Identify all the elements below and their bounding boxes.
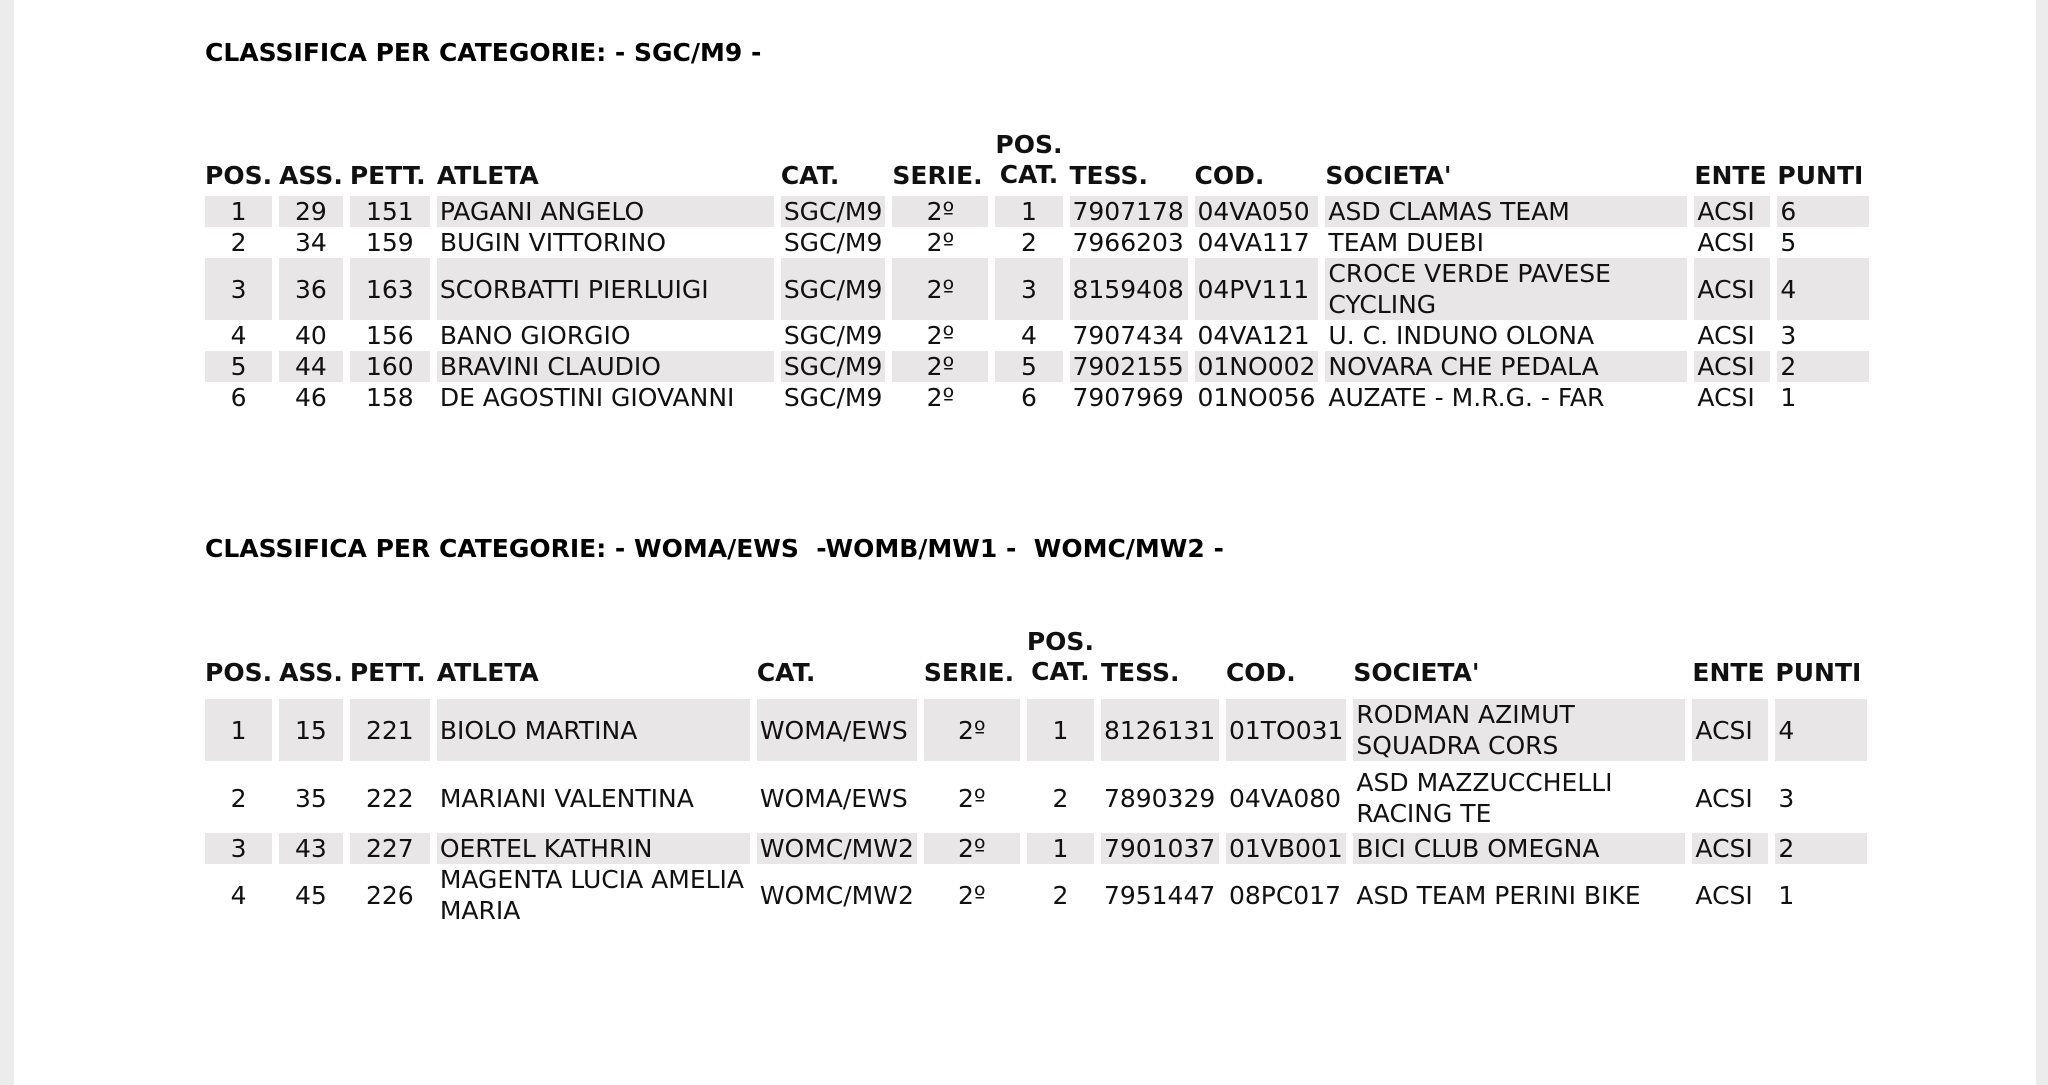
header-punti: PUNTI <box>1777 161 1864 190</box>
cell-pett: 158 <box>365 383 414 412</box>
cell-ente: ACSI <box>1692 699 1768 761</box>
header-pett: PETT. <box>349 658 426 687</box>
table-row <box>205 833 1867 864</box>
cell-tess: 7951447 <box>1103 880 1216 910</box>
cell-serie: 2º <box>892 258 988 320</box>
cell-societa: AUZATE - M.R.G. - FAR <box>1328 383 1605 412</box>
cell-tess: 7901037 <box>1101 833 1219 864</box>
cell-tess: 7907969 <box>1072 383 1184 412</box>
cell-atleta: BRAVINI CLAUDIO <box>437 351 774 382</box>
cell-tess: 7907178 <box>1070 196 1188 227</box>
document-page <box>14 0 2036 1085</box>
cell-pett: 160 <box>350 351 430 382</box>
cell-atleta: SCORBATTI PIERLUIGI <box>437 258 774 320</box>
cell-ass: 34 <box>295 228 327 257</box>
cell-atleta: OERTEL KATHRIN <box>437 833 750 864</box>
cell-serie: 2º <box>924 833 1020 864</box>
header-tess: TESS. <box>1100 658 1180 687</box>
cell-punti: 4 <box>1775 699 1867 761</box>
table-row <box>205 767 1867 829</box>
table-row <box>205 196 1869 227</box>
cell-serie: 2º <box>924 699 1020 761</box>
table-header-row <box>205 130 1869 190</box>
cell-pett: 226 <box>365 880 414 910</box>
cell-societa: CROCE VERDE PAVESE CYCLING <box>1325 258 1687 320</box>
cell-ente: ACSI <box>1695 783 1753 813</box>
cell-pos-cat: 2 <box>1052 783 1069 813</box>
cell-atleta: BANO GIORGIO <box>439 321 631 350</box>
header-serie: SERIE. <box>923 658 1015 687</box>
cell-societa: ASD CLAMAS TEAM <box>1325 196 1687 227</box>
cell-ente: ACSI <box>1695 880 1753 910</box>
cell-ente: ACSI <box>1697 383 1755 412</box>
cell-pos-cat: 3 <box>995 258 1062 320</box>
cell-societa: RODMAN AZIMUT SQUADRA CORS <box>1353 699 1685 761</box>
cell-cat: SGC/M9 <box>781 351 886 382</box>
header-ass: ASS. <box>279 658 343 687</box>
cell-pos-cat: 1 <box>1027 699 1094 761</box>
cell-societa: NOVARA CHE PEDALA <box>1325 351 1687 382</box>
header-atleta: ATLETA <box>436 658 539 687</box>
cell-cod: 04VA121 <box>1197 321 1310 350</box>
header-pos-cat-line1: POS. <box>1026 627 1094 656</box>
cell-pos: 4 <box>230 321 247 350</box>
header-cod: COD. <box>1225 658 1296 687</box>
cell-ente: ACSI <box>1692 833 1768 864</box>
cell-serie: 2º <box>892 196 988 227</box>
cell-atleta: DE AGOSTINI GIOVANNI <box>439 383 735 412</box>
header-serie: SERIE. <box>892 161 983 190</box>
cell-ass: 43 <box>279 833 343 864</box>
cell-cod: 04VA050 <box>1195 196 1319 227</box>
table-header-row <box>205 627 1867 687</box>
cell-cod: 01NO056 <box>1197 383 1316 412</box>
cell-punti: 5 <box>1780 228 1797 257</box>
cell-serie: 2º <box>958 880 986 910</box>
cell-cod: 04PV111 <box>1195 258 1319 320</box>
cell-pett: 159 <box>365 228 414 257</box>
cell-societa: U. C. INDUNO OLONA <box>1328 321 1595 350</box>
cell-tess: 7890329 <box>1103 783 1216 813</box>
cell-pett: 151 <box>350 196 430 227</box>
cell-pos: 1 <box>205 699 272 761</box>
cell-ass: 40 <box>295 321 327 350</box>
results-table-sgc-m9 <box>198 130 1876 413</box>
cell-tess: 8126131 <box>1101 699 1219 761</box>
cell-cat: SGC/M9 <box>781 196 886 227</box>
cell-punti: 1 <box>1778 880 1795 910</box>
cell-ass: 45 <box>295 880 327 910</box>
cell-serie: 2º <box>926 228 955 257</box>
results-table-woma-womb-womc <box>198 627 1874 926</box>
cell-cat: WOMA/EWS <box>759 783 908 813</box>
cell-pos-cat: 2 <box>1021 228 1037 257</box>
header-ass: ASS. <box>279 161 343 190</box>
section-title-sgc-m9: CLASSIFICA PER CATEGORIE: - SGC/M9 - <box>205 38 762 67</box>
header-ente: ENTE <box>1692 658 1765 687</box>
cell-pos: 2 <box>230 783 247 813</box>
cell-cod: 01NO002 <box>1195 351 1319 382</box>
section-title-woma-womb-womc: CLASSIFICA PER CATEGORIE: - WOMA/EWS -WOMB/MW1 - WOMC/MW2 - <box>205 534 1224 563</box>
cell-ente: ACSI <box>1694 196 1770 227</box>
cell-pett: 227 <box>350 833 430 864</box>
cell-ass: 29 <box>279 196 343 227</box>
cell-serie: 2º <box>926 321 955 350</box>
cell-punti: 6 <box>1777 196 1869 227</box>
header-pos: POS. <box>205 161 273 190</box>
header-pos-cat <box>1027 627 1094 687</box>
table-row <box>205 382 1869 413</box>
cell-ass: 36 <box>279 258 343 320</box>
header-cat: CAT. <box>780 161 840 190</box>
cell-atleta: MARIANI VALENTINA <box>439 783 694 813</box>
cell-punti: 2 <box>1777 351 1869 382</box>
header-punti: PUNTI <box>1775 658 1862 687</box>
cell-punti: 2 <box>1775 833 1867 864</box>
cell-serie: 2º <box>926 383 955 412</box>
cell-atleta: MAGENTA LUCIA AMELIA MARIA <box>439 865 745 925</box>
cell-tess: 7907434 <box>1072 321 1184 350</box>
cell-societa: ASD TEAM PERINI BIKE <box>1356 880 1641 910</box>
cell-pos: 1 <box>205 196 272 227</box>
cell-punti: 4 <box>1777 258 1869 320</box>
cell-punti: 3 <box>1778 783 1795 813</box>
cell-pos: 3 <box>205 833 272 864</box>
table-row <box>205 699 1867 761</box>
cell-pos: 2 <box>230 228 247 257</box>
cell-pett: 221 <box>350 699 430 761</box>
header-tess: TESS. <box>1069 161 1149 190</box>
table-row <box>205 351 1869 382</box>
cell-pos-cat: 6 <box>1021 383 1037 412</box>
cell-punti: 3 <box>1780 321 1797 350</box>
cell-pos-cat: 1 <box>1027 833 1094 864</box>
header-pos-cat-line2: CAT. <box>999 160 1059 189</box>
header-cat: CAT. <box>756 658 816 687</box>
cell-pos-cat: 2 <box>1052 880 1069 910</box>
cell-cat: SGC/M9 <box>781 258 886 320</box>
cell-pos: 4 <box>230 880 247 910</box>
cell-pos-cat: 4 <box>1021 321 1037 350</box>
cell-serie: 2º <box>958 783 986 813</box>
cell-atleta: BUGIN VITTORINO <box>439 228 667 257</box>
header-cod: COD. <box>1194 161 1265 190</box>
header-pos-cat <box>995 130 1062 190</box>
cell-pos-cat: 1 <box>995 196 1062 227</box>
cell-tess: 7966203 <box>1072 228 1184 257</box>
header-atleta: ATLETA <box>436 161 539 190</box>
cell-pos: 3 <box>205 258 272 320</box>
cell-cat: SGC/M9 <box>783 228 883 257</box>
cell-atleta: PAGANI ANGELO <box>437 196 774 227</box>
header-societa: SOCIETA' <box>1325 161 1452 190</box>
header-ente: ENTE <box>1694 161 1767 190</box>
cell-societa: BICI CLUB OMEGNA <box>1353 833 1685 864</box>
cell-atleta: BIOLO MARTINA <box>437 699 750 761</box>
table-row <box>205 864 1867 926</box>
cell-punti: 1 <box>1780 383 1797 412</box>
cell-serie: 2º <box>892 351 988 382</box>
cell-pos: 6 <box>230 383 247 412</box>
cell-tess: 8159408 <box>1070 258 1188 320</box>
cell-ente: ACSI <box>1694 351 1770 382</box>
cell-pos: 5 <box>205 351 272 382</box>
cell-pett: 222 <box>365 783 414 813</box>
cell-cat: WOMC/MW2 <box>757 833 917 864</box>
cell-cat: SGC/M9 <box>783 321 883 350</box>
cell-cod: 04VA080 <box>1228 783 1342 813</box>
cell-cat: SGC/M9 <box>783 383 883 412</box>
cell-societa: TEAM DUEBI <box>1328 228 1484 257</box>
table-row <box>205 320 1869 351</box>
header-pett: PETT. <box>349 161 426 190</box>
cell-cod: 01VB001 <box>1226 833 1346 864</box>
cell-ass: 44 <box>279 351 343 382</box>
cell-cod: 04VA117 <box>1197 228 1310 257</box>
cell-pett: 163 <box>350 258 430 320</box>
cell-cat: WOMA/EWS <box>757 699 917 761</box>
cell-tess: 7902155 <box>1070 351 1188 382</box>
cell-ass: 15 <box>279 699 343 761</box>
cell-pos-cat: 5 <box>995 351 1062 382</box>
header-societa: SOCIETA' <box>1353 658 1480 687</box>
cell-cod: 01TO031 <box>1226 699 1346 761</box>
cell-ente: ACSI <box>1694 258 1770 320</box>
cell-pett: 156 <box>365 321 414 350</box>
cell-ass: 35 <box>295 783 327 813</box>
cell-ass: 46 <box>295 383 327 412</box>
header-pos-cat-line2: CAT. <box>1031 657 1090 686</box>
cell-societa: ASD MAZZUCCHELLI RACING TE <box>1356 768 1613 828</box>
header-pos-cat-line1: POS. <box>995 130 1063 159</box>
table-row <box>205 258 1869 320</box>
header-pos: POS. <box>205 658 273 687</box>
cell-cat: WOMC/MW2 <box>759 880 914 910</box>
table-row <box>205 227 1869 258</box>
cell-ente: ACSI <box>1697 321 1755 350</box>
cell-cod: 08PC017 <box>1228 880 1341 910</box>
cell-ente: ACSI <box>1697 228 1755 257</box>
